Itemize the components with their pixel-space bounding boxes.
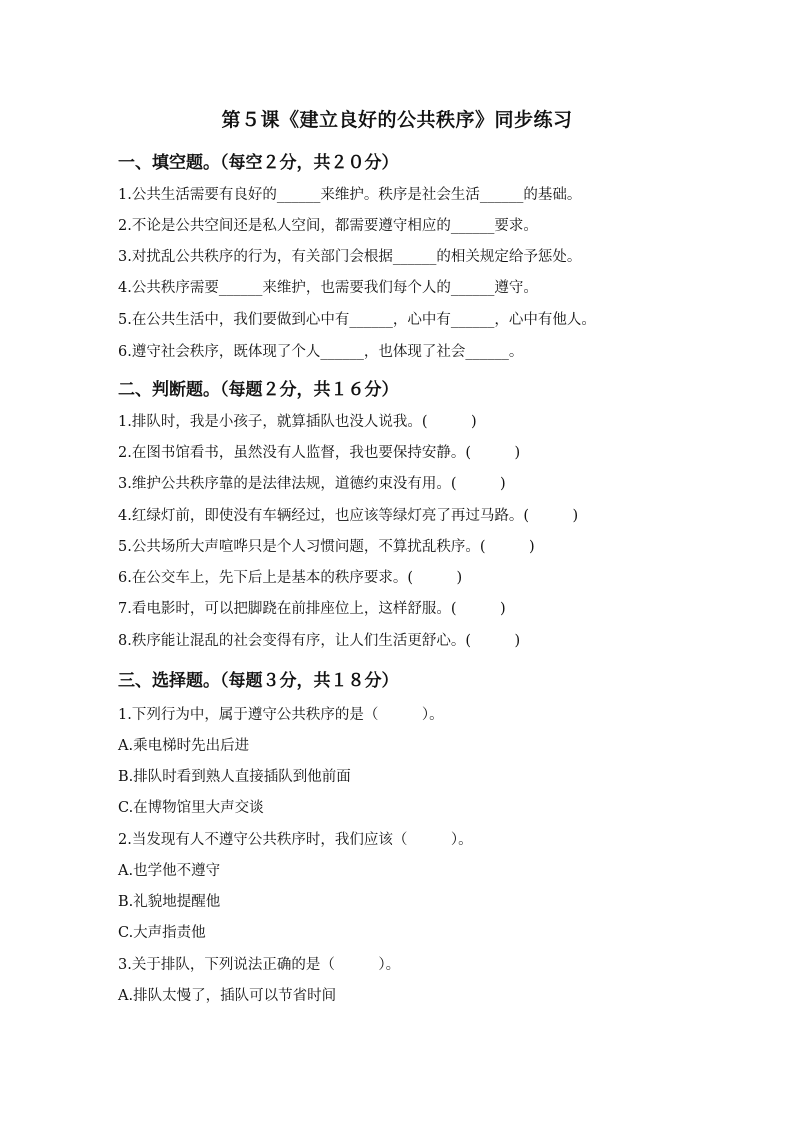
question-item: 4.公共秩序需要______来维护，也需要我们每个人的______遵守。 — [118, 280, 538, 296]
answer-option: C.在博物馆里大声交谈 — [118, 800, 264, 816]
section-heading-true-false: 二、判断题。（每题２分，共１６分） — [118, 380, 399, 400]
answer-option: A.乘电梯时先出后进 — [118, 738, 250, 754]
answer-option: B.礼貌地提醒他 — [118, 894, 221, 910]
question-item: 6.遵守社会秩序，既体现了个人______，也体现了社会______。 — [118, 344, 524, 360]
question-item: 8.秩序能让混乱的社会变得有序，让人们生活更舒心。( ) — [118, 633, 521, 649]
question-item: 5.公共场所大声喧哗只是个人习惯问题，不算扰乱秩序。( ) — [118, 539, 535, 555]
answer-option: C.大声指责他 — [118, 925, 206, 941]
question-item: 1.下列行为中，属于遵守公共秩序的是（ ）。 — [118, 707, 444, 723]
question-item: 1.排队时，我是小孩子，就算插队也没人说我。( ) — [118, 414, 477, 430]
question-item: 4.红绿灯前，即使没有车辆经过，也应该等绿灯亮了再过马路。( ) — [118, 508, 579, 524]
question-item: 3.对扰乱公共秩序的行为，有关部门会根据______的相关规定给予惩处。 — [118, 249, 582, 265]
question-item: 7.看电影时，可以把脚跷在前排座位上，这样舒服。( ) — [118, 601, 506, 617]
section-heading-multiple-choice: 三、选择题。（每题３分，共１８分） — [118, 671, 399, 691]
question-item: 2.不论是公共空间还是私人空间，都需要遵守相应的______要求。 — [118, 218, 538, 234]
question-item: 3.维护公共秩序靠的是法律法规，道德约束没有用。( ) — [118, 476, 506, 492]
question-item: 3.关于排队，下列说法正确的是（ ）。 — [118, 957, 401, 973]
question-item: 2.在图书馆看书，虽然没有人监督，我也要保持安静。( ) — [118, 445, 521, 461]
question-item: 2.当发现有人不遵守公共秩序时，我们应该（ ）。 — [118, 832, 473, 848]
answer-option: B.排队时看到熟人直接插队到他前面 — [118, 769, 351, 785]
question-item: 1.公共生活需要有良好的______来维护。秩序是社会生活______的基础。 — [118, 187, 582, 203]
section-heading-fill-in: 一、填空题。（每空２分，共２０分） — [118, 153, 399, 173]
question-item: 5.在公共生活中，我们要做到心中有______，心中有______，心中有他人。 — [118, 312, 596, 328]
answer-option: A.也学他不遵守 — [118, 863, 221, 879]
page-title: 第５课《建立良好的公共秩序》同步练习 — [221, 109, 573, 131]
answer-option: A.排队太慢了，插队可以节省时间 — [118, 988, 337, 1004]
question-item: 6.在公交车上，先下后上是基本的秩序要求。( ) — [118, 570, 463, 586]
